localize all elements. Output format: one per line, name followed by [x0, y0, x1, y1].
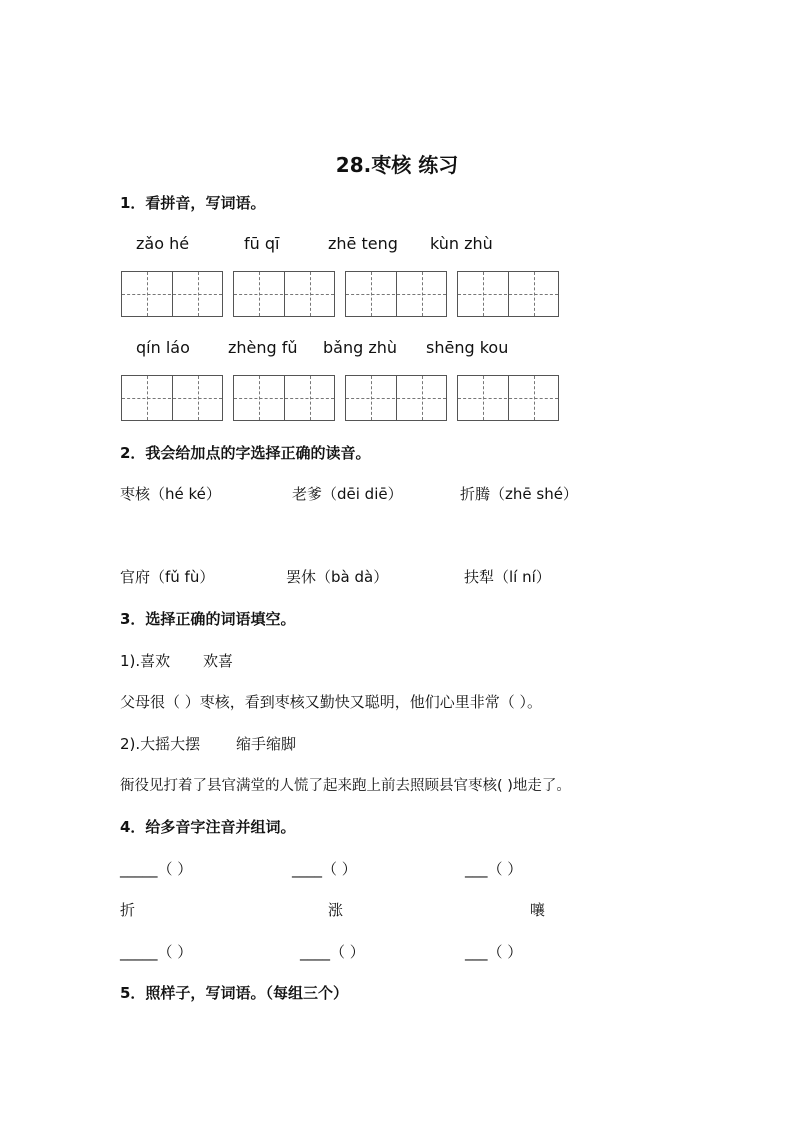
writing-grid[interactable] [345, 375, 447, 421]
pinyin-blank[interactable]: ___（ ） [465, 860, 523, 878]
q5-heading: 5．照样子，写词语。（每组三个） [120, 984, 348, 1002]
writing-grid[interactable] [121, 271, 223, 317]
word-option: 缩手缩脚 [236, 735, 297, 753]
reading-choice[interactable]: 扶犁（lí ní） [464, 568, 551, 586]
reading-choice[interactable]: 折腾（zhē shé） [460, 485, 578, 503]
pinyin-label: qín láo [136, 338, 190, 357]
word-option: 欢喜 [203, 652, 234, 670]
pinyin-blank[interactable]: ____（ ） [292, 860, 357, 878]
pinyin-label: bǎng zhù [323, 338, 398, 357]
q3-heading: 3．选择正确的词语填空。 [120, 610, 296, 628]
q4-heading: 4．给多音字注音并组词。 [120, 818, 296, 836]
writing-grid[interactable] [345, 271, 447, 317]
writing-grid[interactable] [457, 271, 559, 317]
pinyin-blank[interactable]: ___（ ） [465, 943, 523, 961]
polyphone-char: 涨 [328, 901, 344, 919]
polyphone-char: 折 [120, 901, 136, 919]
word-option: 1).喜欢 [120, 652, 171, 670]
pinyin-label: zhèng fǔ [228, 338, 298, 357]
pinyin-label: kùn zhù [430, 234, 493, 253]
page-title: 28.枣核 练习 [335, 153, 459, 177]
pinyin-blank[interactable]: _____（ ） [120, 860, 193, 878]
writing-grid[interactable] [233, 375, 335, 421]
polyphone-char: 嚷 [530, 901, 546, 919]
reading-choice[interactable]: 罢休（bà dà） [286, 568, 389, 586]
pinyin-blank[interactable]: ____（ ） [300, 943, 365, 961]
pinyin-label: zhē teng [328, 234, 398, 253]
reading-choice[interactable]: 枣核（hé ké） [120, 485, 221, 503]
fill-sentence[interactable]: 衙役见打着了县官满堂的人慌了起来跑上前去照顾县官枣核( )地走了。 [120, 778, 571, 794]
writing-grid[interactable] [233, 271, 335, 317]
writing-grid[interactable] [457, 375, 559, 421]
pinyin-label: zǎo hé [136, 234, 190, 253]
q2-heading: 2．我会给加点的字选择正确的读音。 [120, 444, 371, 462]
word-option: 2).大摇大摆 [120, 735, 201, 753]
pinyin-label: fū qī [244, 234, 280, 253]
q1-heading: 1．看拼音，写词语。 [120, 194, 266, 212]
fill-sentence[interactable]: 父母很（ ）枣核，看到枣核又勤快又聪明，他们心里非常（ ）。 [120, 693, 543, 711]
pinyin-blank[interactable]: _____（ ） [120, 943, 193, 961]
reading-choice[interactable]: 官府（fǔ fù） [120, 568, 215, 586]
pinyin-label: shēng kou [426, 338, 509, 357]
reading-choice[interactable]: 老爹（dēi diē） [292, 485, 403, 503]
writing-grid[interactable] [121, 375, 223, 421]
